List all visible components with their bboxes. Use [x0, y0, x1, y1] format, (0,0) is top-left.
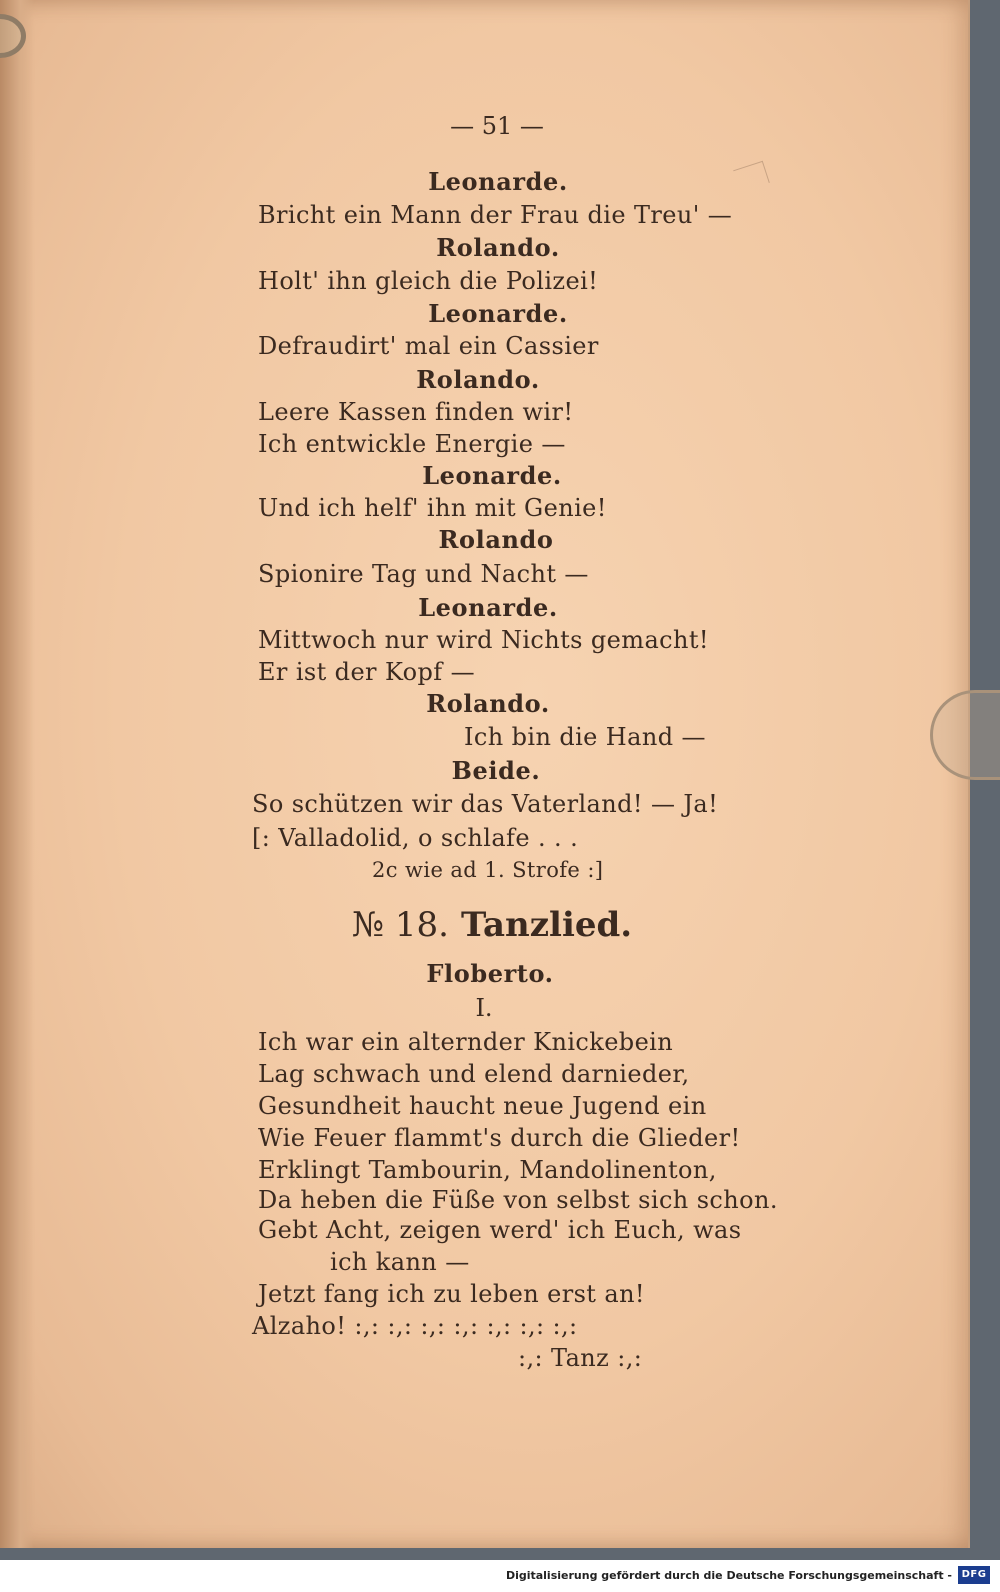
dfg-logo: DFG [958, 1566, 990, 1584]
speaker-name: Beide. [451, 756, 541, 785]
speaker-name: Rolando. [416, 365, 540, 394]
song-line: Alzaho! :,: :,: :,: :,: :,: :,: :,: [252, 1312, 578, 1340]
stanza-number: I. [475, 994, 493, 1022]
speaker-name: Rolando [438, 525, 554, 554]
pencil-mark [733, 161, 770, 192]
singer-name: Floberto. [426, 959, 554, 988]
footer-credit: Digitalisierung gefördert durch die Deutsche Forschungsgemeinschaft - [505, 1569, 952, 1582]
speaker-name: Leonarde. [428, 299, 568, 328]
speaker-name: Rolando. [426, 689, 550, 718]
speaker-name: Leonarde. [418, 593, 558, 622]
song-line: Da heben die Füße von selbst sich schon. [258, 1186, 778, 1214]
verse-line: Er ist der Kopf — [258, 658, 475, 686]
song-line: Ich war ein alternder Knickebein [258, 1028, 674, 1056]
page-number: — 51 — [450, 112, 544, 140]
verse-line: So schützen wir das Vaterland! — Ja! [252, 790, 719, 818]
verse-line: Mittwoch nur wird Nichts gemacht! [258, 626, 709, 654]
speaker-name: Leonarde. [428, 167, 568, 196]
song-line: :,: Tanz :,: [518, 1344, 643, 1372]
section-heading [351, 905, 633, 945]
song-line: Erklingt Tambourin, Mandolinenton, [258, 1156, 717, 1184]
song-line: Wie Feuer flammt's durch die Glieder! [258, 1124, 741, 1152]
verse-line: Spionire Tag und Nacht — [258, 560, 589, 588]
speaker-name: Rolando. [436, 233, 560, 262]
song-line: Lag schwach und elend darnieder, [258, 1060, 690, 1088]
song-line: Jetzt fang ich zu leben erst an! [258, 1280, 645, 1308]
verse-line: Defraudirt' mal ein Cassier [258, 332, 599, 360]
verse-line: Bricht ein Mann der Frau die Treu' — [258, 201, 733, 229]
speaker-name: Leonarde. [422, 461, 562, 490]
section-title: Tanzlied. [460, 905, 633, 945]
verse-line: Ich entwickle Energie — [258, 430, 566, 458]
verse-line: Leere Kassen finden wir! [258, 398, 574, 426]
song-line: Gesundheit haucht neue Jugend ein [258, 1092, 707, 1120]
footer [0, 1560, 1000, 1592]
verse-line: Und ich helf' ihn mit Genie! [258, 494, 607, 522]
song-line: ich kann — [330, 1248, 470, 1276]
verse-line: Holt' ihn gleich die Polizei! [258, 267, 599, 295]
song-line: Gebt Acht, zeigen werd' ich Euch, was [258, 1216, 742, 1244]
section-number: № 18. [351, 905, 449, 945]
verse-line: Ich bin die Hand — [464, 723, 706, 751]
verse-line: [: Valladolid, o schlafe . . . [252, 824, 579, 852]
binding-shadow [0, 0, 34, 1548]
verse-line: 2c wie ad 1. Strofe :] [372, 858, 604, 882]
